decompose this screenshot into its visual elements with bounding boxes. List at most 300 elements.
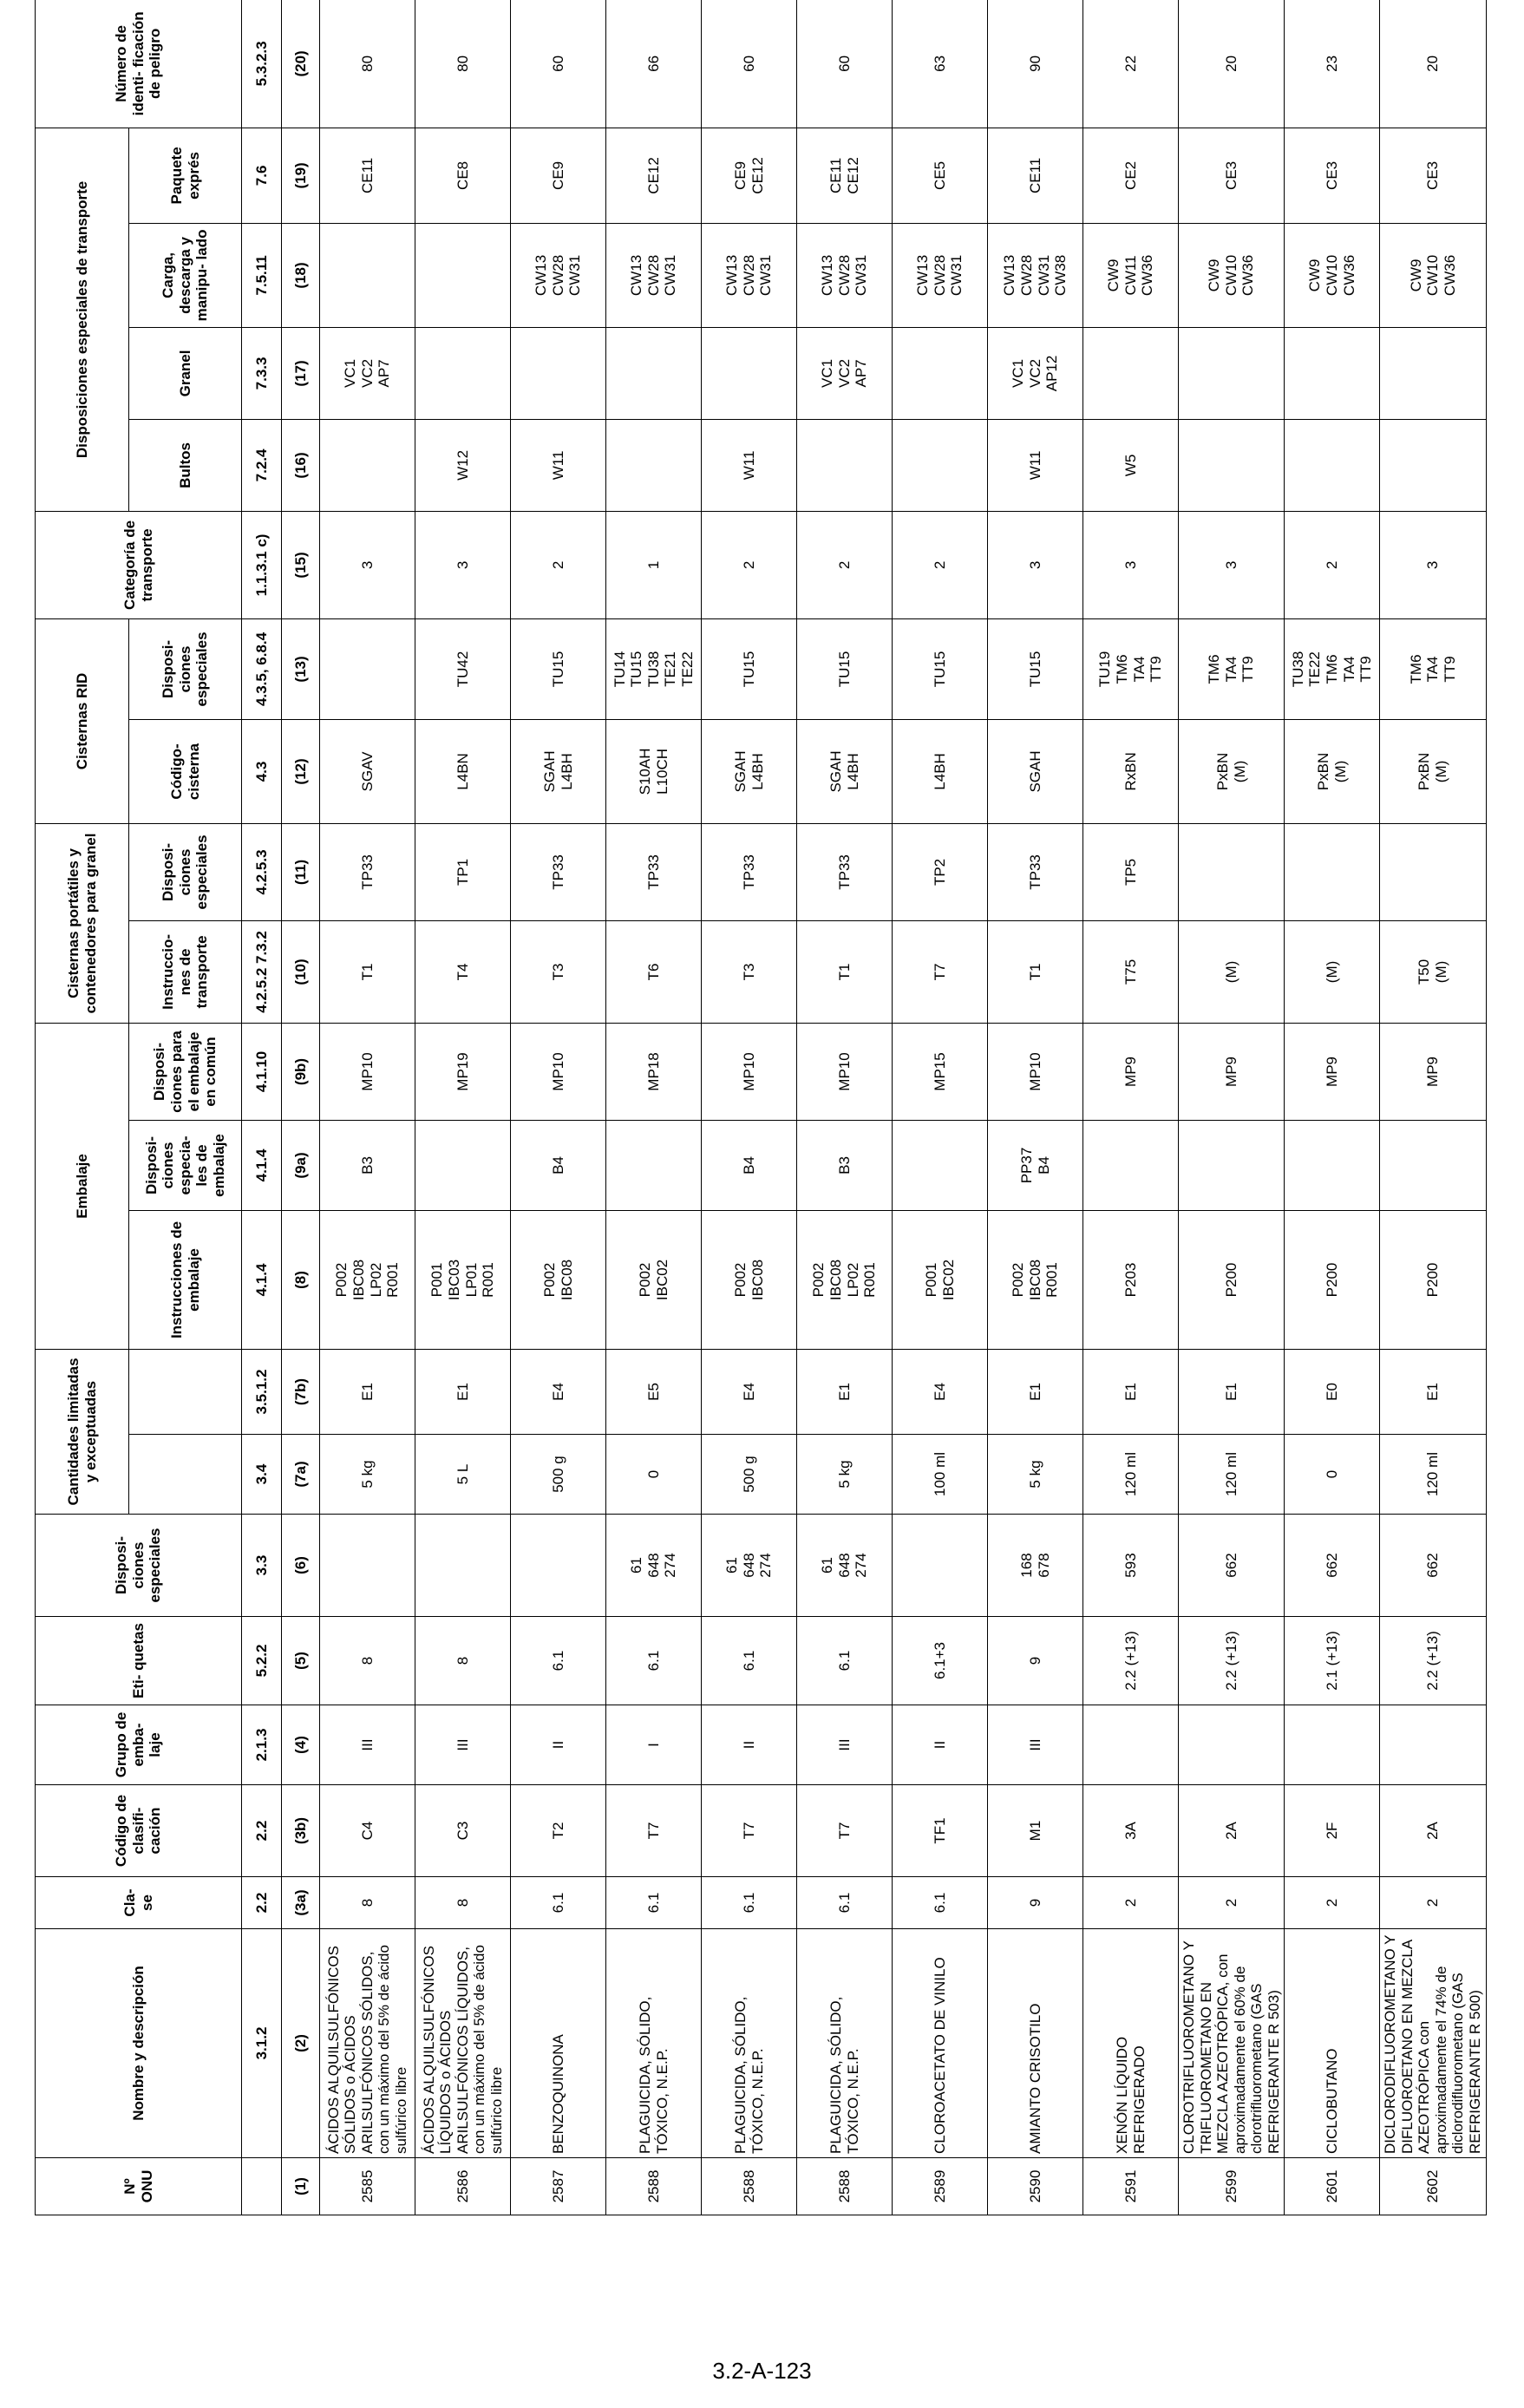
table-row-cell: 2587 xyxy=(511,2158,606,2215)
table-row-cell: CW9 CW11 CW36 xyxy=(1083,223,1179,327)
table-row-cell: T50 (M) xyxy=(1380,920,1486,1023)
table-row-cell: RxBN xyxy=(1083,719,1179,823)
table-row-cell: MP19 xyxy=(415,1023,511,1120)
table-row-cell: CW13 CW28 CW31 xyxy=(606,223,702,327)
table-row-cell: 61 648 274 xyxy=(702,1515,797,1617)
table-row-cell xyxy=(1285,1705,1380,1785)
table-row-cell: 3 xyxy=(1083,511,1179,618)
table-row-cell: E1 xyxy=(1179,1349,1285,1434)
reference-row-cell: 3.5.1.2 xyxy=(242,1349,282,1434)
table-row-cell: TU42 xyxy=(415,618,511,719)
table-row-cell: T7 xyxy=(797,1785,893,1877)
column-number-row-cell: (2) xyxy=(282,1929,320,2158)
table-row-cell: T7 xyxy=(702,1785,797,1877)
reference-row-cell: 4.2.5.3 xyxy=(242,823,282,920)
table-row-cell: CW13 CW28 CW31 CW38 xyxy=(988,223,1083,327)
table-row-cell: W11 xyxy=(988,419,1083,511)
table-row-cell xyxy=(415,1515,511,1617)
table-row-cell: E4 xyxy=(893,1349,988,1434)
table-row-cell: MP9 xyxy=(1083,1023,1179,1120)
table-row-cell: TF1 xyxy=(893,1785,988,1877)
table-row-cell: 8 xyxy=(320,1877,415,1929)
header-special-packing: Disposi- ciones especia- les de embalaje xyxy=(129,1120,242,1210)
table-row-cell xyxy=(893,327,988,419)
table-row-cell: VC1 VC2 AP12 xyxy=(988,327,1083,419)
table-row-cell: 23 xyxy=(1285,0,1380,128)
table-row-cell: CLOROTRIFLUOROMETANO Y TRIFLUOROMETANO EN MEZCLA AZEOTRÓPICA, con aproximadamente el 60% de clorotrifluorometano (GAS REFRIGERANTE R 503) xyxy=(1179,1929,1285,2158)
table-row-cell xyxy=(1083,1705,1179,1785)
table-row-cell: C4 xyxy=(320,1785,415,1877)
reference-row-cell: 3.3 xyxy=(242,1515,282,1617)
table-row-cell xyxy=(511,1515,606,1617)
table-row-cell xyxy=(702,327,797,419)
column-number-row-cell: (15) xyxy=(282,511,320,618)
table-row-cell: T4 xyxy=(415,920,511,1023)
reference-row-cell: 4.2.5.2 7.3.2 xyxy=(242,920,282,1023)
table-row-cell: 168 678 xyxy=(988,1515,1083,1617)
table-row-cell: PxBN (M) xyxy=(1179,719,1285,823)
table-row xyxy=(1380,0,1486,2215)
table-row-cell: CLOROACETATO DE VINILO xyxy=(893,1929,988,2158)
table-row-cell xyxy=(1179,1705,1285,1785)
table-row-cell: CE11 CE12 xyxy=(797,128,893,223)
table-row-cell: B4 xyxy=(702,1120,797,1210)
table-row xyxy=(1179,0,1285,2215)
table-row-cell: W11 xyxy=(702,419,797,511)
table-row-cell: TU14 TU15 TU38 TE21 TE22 xyxy=(606,618,702,719)
table-row-cell: TM6 TA4 TT9 xyxy=(1179,618,1285,719)
table-row-cell: 120 ml xyxy=(1083,1435,1179,1515)
table-row-cell: 3 xyxy=(1380,511,1486,618)
table-row-cell xyxy=(415,1120,511,1210)
table-row-cell xyxy=(606,419,702,511)
table-row-cell: E5 xyxy=(606,1349,702,1434)
table-row xyxy=(606,0,702,2215)
rotated-table-wrapper xyxy=(35,11,1484,2215)
column-number-row-cell: (16) xyxy=(282,419,320,511)
table-row-cell: 2586 xyxy=(415,2158,511,2215)
table-row-cell: 500 g xyxy=(511,1435,606,1515)
table-row-cell: B3 xyxy=(320,1120,415,1210)
table-row-cell: W11 xyxy=(511,419,606,511)
table-row-cell: T3 xyxy=(702,920,797,1023)
table-row-cell: BENZOQUINONA xyxy=(511,1929,606,2158)
table-row-cell: CE8 xyxy=(415,128,511,223)
table-row-cell: II xyxy=(511,1705,606,1785)
table-row-cell: 662 xyxy=(1285,1515,1380,1617)
header-rid-special: Disposi- ciones especiales xyxy=(129,618,242,719)
table-row-cell: 6.1 xyxy=(511,1617,606,1705)
reference-row-cell: 5.2.2 xyxy=(242,1617,282,1705)
header-rid-tanks: Cisternas RID xyxy=(36,618,129,823)
table-row-cell: MP18 xyxy=(606,1023,702,1120)
header-labels: Eti- quetas xyxy=(36,1617,242,1705)
column-number-row-cell: (9b) xyxy=(282,1023,320,1120)
table-row xyxy=(988,0,1083,2215)
table-row-cell: 22 xyxy=(1083,0,1179,128)
table-row-cell: I xyxy=(606,1705,702,1785)
table-row-cell: III xyxy=(988,1705,1083,1785)
table-row-cell: 3 xyxy=(1179,511,1285,618)
table-row xyxy=(797,0,893,2215)
table-row-cell: E1 xyxy=(1380,1349,1486,1434)
table-row-cell: 5 L xyxy=(415,1435,511,1515)
table-row-cell: 60 xyxy=(797,0,893,128)
header-packing-instructions: Instrucciones de embalaje xyxy=(129,1210,242,1349)
table-row-cell: CE11 xyxy=(320,128,415,223)
header-limited-qty: Cantidades limitadas y exceptuadas xyxy=(36,1349,129,1514)
table-row-cell: 8 xyxy=(415,1877,511,1929)
reference-row-cell: 4.3.5, 6.8.4 xyxy=(242,618,282,719)
header-loading: Carga, descarga y manipu- lado xyxy=(129,223,242,327)
table-row-cell xyxy=(320,618,415,719)
table-row-cell: 90 xyxy=(988,0,1083,128)
table-row-cell: T1 xyxy=(797,920,893,1023)
table-row-cell: AMIANTO CRISOTILO xyxy=(988,1929,1083,2158)
table-row-cell: III xyxy=(415,1705,511,1785)
table-row-cell: P002 IBC08 xyxy=(511,1210,606,1349)
table-row-cell: TM6 TA4 TT9 xyxy=(1380,618,1486,719)
table-row-cell: 100 ml xyxy=(893,1435,988,1515)
table-row-cell: 2 xyxy=(1380,1877,1486,1929)
header-hazard-id: Número de identi- ficación de peligro xyxy=(36,0,242,128)
table-row-cell: PLAGUICIDA, SÓLIDO, TÓXICO, N.E.P. xyxy=(702,1929,797,2158)
table-row-cell: CW13 CW28 CW31 xyxy=(511,223,606,327)
table-row-cell: L4BN xyxy=(415,719,511,823)
table-row-cell xyxy=(511,327,606,419)
table-row-cell: P002 IBC08 xyxy=(702,1210,797,1349)
table-row-cell: T6 xyxy=(606,920,702,1023)
table-row-cell: 662 xyxy=(1179,1515,1285,1617)
table-row-cell: PLAGUICIDA, SÓLIDO, TÓXICO, N.E.P. xyxy=(606,1929,702,2158)
table-row-cell: III xyxy=(320,1705,415,1785)
table-body xyxy=(242,0,1487,2215)
table-row-cell: 2 xyxy=(1285,1877,1380,1929)
table-row-cell xyxy=(606,1120,702,1210)
table-row-cell: L4BH xyxy=(893,719,988,823)
column-number-row-cell: (11) xyxy=(282,823,320,920)
table-row-cell: 1 xyxy=(606,511,702,618)
table-row-cell: MP9 xyxy=(1285,1023,1380,1120)
page-number: 3.2-A-123 xyxy=(712,2358,812,2384)
table-row-cell: 20 xyxy=(1179,0,1285,128)
table-row-cell: 9 xyxy=(988,1877,1083,1929)
table-row-cell: 3 xyxy=(320,511,415,618)
column-number-row-cell: (4) xyxy=(282,1705,320,1785)
header-packages: Bultos xyxy=(129,419,242,511)
table-row-cell: P001 IBC03 LP01 R001 xyxy=(415,1210,511,1349)
reference-row-cell: 3.4 xyxy=(242,1435,282,1515)
table-row-cell: ÁCIDOS ALQUILSULFÓNICOS SÓLIDOS o ÁCIDOS ARILSULFÓNICOS SÓLIDOS, con un máximo del 5% de ácido sulfúrico libre xyxy=(320,1929,415,2158)
table-row-cell: 80 xyxy=(320,0,415,128)
table-row-cell: P203 xyxy=(1083,1210,1179,1349)
table-row-cell: 2.2 (+13) xyxy=(1083,1617,1179,1705)
column-number-row-cell: (19) xyxy=(282,128,320,223)
table-row-cell: 2591 xyxy=(1083,2158,1179,2215)
table-row-cell: 63 xyxy=(893,0,988,128)
table-row-cell: E1 xyxy=(415,1349,511,1434)
table-row-cell: 66 xyxy=(606,0,702,128)
table-row-cell xyxy=(1380,419,1486,511)
table-row-cell: (M) xyxy=(1179,920,1285,1023)
table-row-cell xyxy=(1380,327,1486,419)
table-row-cell: P001 IBC02 xyxy=(893,1210,988,1349)
reference-row-cell: 2.2 xyxy=(242,1785,282,1877)
table-row-cell: (M) xyxy=(1285,920,1380,1023)
table-row-cell xyxy=(1380,823,1486,920)
table-row-cell: B3 xyxy=(797,1120,893,1210)
table-row-cell: T7 xyxy=(893,920,988,1023)
table-row-cell: T1 xyxy=(988,920,1083,1023)
table-row-cell xyxy=(1285,823,1380,920)
table-row-cell: TP33 xyxy=(511,823,606,920)
table-row xyxy=(702,0,797,2215)
table-row-cell: CICLOBUTANO xyxy=(1285,1929,1380,2158)
header-packaging: Embalaje xyxy=(36,1023,129,1349)
table-row-cell xyxy=(606,327,702,419)
header-bulk: Granel xyxy=(129,327,242,419)
header-portable-tanks: Cisternas portátiles y contenedores para granel xyxy=(36,823,129,1023)
table-row-cell: TP33 xyxy=(320,823,415,920)
table-row-cell: 2 xyxy=(1285,511,1380,618)
table-row-cell: 3A xyxy=(1083,1785,1179,1877)
table-row-cell: TU38 TE22 TM6 TA4 TT9 xyxy=(1285,618,1380,719)
table-row-cell: PLAGUICIDA, SÓLIDO, TÓXICO, N.E.P. xyxy=(797,1929,893,2158)
table-row-cell: CE11 xyxy=(988,128,1083,223)
table-row-cell: 6.1 xyxy=(797,1617,893,1705)
column-number-row-cell: (7b) xyxy=(282,1349,320,1434)
header-un-no: Nº ONU xyxy=(36,2158,242,2215)
column-number-row-cell: (9a) xyxy=(282,1120,320,1210)
table-row-cell: CE3 xyxy=(1179,128,1285,223)
reference-row-cell xyxy=(242,2158,282,2215)
table-row-cell: 2590 xyxy=(988,2158,1083,2215)
table-row-cell: P200 xyxy=(1380,1210,1486,1349)
table-row-cell xyxy=(320,223,415,327)
reference-row-cell: 3.1.2 xyxy=(242,1929,282,2158)
table-row-cell xyxy=(893,1515,988,1617)
table-row-cell: 2A xyxy=(1179,1785,1285,1877)
header-tank-special: Disposi- ciones especiales xyxy=(129,823,242,920)
table-row-cell: MP9 xyxy=(1380,1023,1486,1120)
table-row-cell: MP10 xyxy=(320,1023,415,1120)
table-row-cell: 2 xyxy=(1179,1877,1285,1929)
table-row-cell: P200 xyxy=(1285,1210,1380,1349)
table-row-cell: CW13 CW28 CW31 xyxy=(702,223,797,327)
table-row xyxy=(511,0,606,2215)
table-row xyxy=(1285,0,1380,2215)
table-row-cell: CE9 xyxy=(511,128,606,223)
table-row-cell xyxy=(1179,419,1285,511)
table-row-cell xyxy=(1083,1120,1179,1210)
table-row-cell xyxy=(893,419,988,511)
table-row-cell: T2 xyxy=(511,1785,606,1877)
table-row-cell: TP5 xyxy=(1083,823,1179,920)
table-row-cell: 2588 xyxy=(797,2158,893,2215)
table-row-cell: T1 xyxy=(320,920,415,1023)
table-row-cell: 2 xyxy=(702,511,797,618)
header-express: Paquete exprés xyxy=(129,128,242,223)
table-row-cell: TP33 xyxy=(606,823,702,920)
table-row-cell: TU15 xyxy=(988,618,1083,719)
table-row-cell: 2 xyxy=(797,511,893,618)
column-number-row-cell: (18) xyxy=(282,223,320,327)
table-row-cell: CW9 CW10 CW36 xyxy=(1285,223,1380,327)
table-row-cell: 2F xyxy=(1285,1785,1380,1877)
table-row-cell: SGAH L4BH xyxy=(702,719,797,823)
table-row-cell xyxy=(1285,1120,1380,1210)
dangerous-goods-table xyxy=(35,0,1487,2215)
table-row-cell: 2.2 (+13) xyxy=(1380,1617,1486,1705)
reference-row xyxy=(242,0,282,2215)
table-row-cell xyxy=(415,327,511,419)
table-row-cell: W12 xyxy=(415,419,511,511)
table-row-cell xyxy=(1380,1705,1486,1785)
table-row-cell: DICLORODIFLUOROMETANO Y DIFLUOROETANO EN MEZCLA AZEOTRÓPICA con aproximadamente el 74% de diclorodifluorometano (GAS REFRIGERANTE R 500) xyxy=(1380,1929,1486,2158)
table-row-cell: MP10 xyxy=(702,1023,797,1120)
table-row-cell: 2588 xyxy=(702,2158,797,2215)
table-row-cell: P200 xyxy=(1179,1210,1285,1349)
header-transport-provisions: Disposiciones especiales de transporte xyxy=(36,128,129,511)
table-row-cell: PP37 B4 xyxy=(988,1120,1083,1210)
table-row-cell: CE12 xyxy=(606,128,702,223)
table-row-cell xyxy=(1179,823,1285,920)
table-row-cell: E1 xyxy=(1083,1349,1179,1434)
table-row-cell: E1 xyxy=(320,1349,415,1434)
table-row-cell: P002 IBC02 xyxy=(606,1210,702,1349)
table-row-cell xyxy=(797,419,893,511)
table-row-cell: 5 kg xyxy=(320,1435,415,1515)
table-row-cell: W5 xyxy=(1083,419,1179,511)
table-row-cell: 2 xyxy=(893,511,988,618)
table-row-cell: P002 IBC08 R001 xyxy=(988,1210,1083,1349)
reference-row-cell: 2.2 xyxy=(242,1877,282,1929)
table-row-cell: 0 xyxy=(1285,1435,1380,1515)
table-row-cell: P002 IBC08 LP02 R001 xyxy=(797,1210,893,1349)
table-row-cell: 6.1 xyxy=(893,1877,988,1929)
table-row-cell: MP10 xyxy=(988,1023,1083,1120)
table-row-cell: 5 kg xyxy=(988,1435,1083,1515)
column-number-row-cell: (6) xyxy=(282,1515,320,1617)
reference-row-cell: 4.3 xyxy=(242,719,282,823)
table-row-cell: E4 xyxy=(511,1349,606,1434)
column-number-row-cell: (5) xyxy=(282,1617,320,1705)
column-number-row-cell: (1) xyxy=(282,2158,320,2215)
table-row-cell: CE3 xyxy=(1285,128,1380,223)
reference-row-cell: 7.3.3 xyxy=(242,327,282,419)
table-row-cell: 2589 xyxy=(893,2158,988,2215)
reference-row-cell: 1.1.3.1 c) xyxy=(242,511,282,618)
column-number-row-cell: (13) xyxy=(282,618,320,719)
table-row-cell: 120 ml xyxy=(1179,1435,1285,1515)
column-number-row-cell: (10) xyxy=(282,920,320,1023)
column-number-row-cell: (12) xyxy=(282,719,320,823)
table-row xyxy=(415,0,511,2215)
table-row-cell: C3 xyxy=(415,1785,511,1877)
table-row-cell: SGAH L4BH xyxy=(797,719,893,823)
table-row-cell: 2A xyxy=(1380,1785,1486,1877)
column-number-row-cell: (3b) xyxy=(282,1785,320,1877)
table-row-cell: 662 xyxy=(1380,1515,1486,1617)
table-row-cell: 8 xyxy=(320,1617,415,1705)
table-row-cell: 120 ml xyxy=(1380,1435,1486,1515)
table-row-cell xyxy=(320,419,415,511)
table-row xyxy=(893,0,988,2215)
header-tank-code: Código- cisterna xyxy=(129,719,242,823)
table-row-cell: CW13 CW28 CW31 xyxy=(797,223,893,327)
table-row-cell: TU15 xyxy=(893,618,988,719)
column-number-row-cell: (3a) xyxy=(282,1877,320,1929)
table-row-cell: III xyxy=(797,1705,893,1785)
table-row-cell: ÁCIDOS ALQUILSULFÓNICOS LÍQUIDOS o ÁCIDOS ARILSULFÓNICOS LÍQUIDOS, con un máximo del 5% de ácido sulfúrico libre xyxy=(415,1929,511,2158)
column-number-row-cell: (20) xyxy=(282,0,320,128)
column-number-row xyxy=(282,0,320,2215)
table-row-cell: T3 xyxy=(511,920,606,1023)
table-row-cell: PxBN (M) xyxy=(1285,719,1380,823)
table-row-cell xyxy=(320,1515,415,1617)
table-row-cell: 80 xyxy=(415,0,511,128)
table-row-cell: SGAV xyxy=(320,719,415,823)
table-row-cell xyxy=(1083,327,1179,419)
table-row-cell: CW9 CW10 CW36 xyxy=(1179,223,1285,327)
table-row-cell: 3 xyxy=(415,511,511,618)
table-row-cell: 20 xyxy=(1380,0,1486,128)
reference-row-cell: 7.2.4 xyxy=(242,419,282,511)
table-row-cell: SGAH L4BH xyxy=(511,719,606,823)
column-number-row-cell: (7a) xyxy=(282,1435,320,1515)
table-row-cell: CE5 xyxy=(893,128,988,223)
table-row-cell: TP1 xyxy=(415,823,511,920)
header-mixed-packing: Disposi- ciones para el embalaje en común xyxy=(129,1023,242,1120)
table-row-cell: II xyxy=(702,1705,797,1785)
table-row-cell: 6.1+3 xyxy=(893,1617,988,1705)
table-row-cell xyxy=(893,1120,988,1210)
table-row-cell: 2585 xyxy=(320,2158,415,2215)
table-row-cell: T7 xyxy=(606,1785,702,1877)
table-row-cell: 60 xyxy=(702,0,797,128)
table-row-cell: 60 xyxy=(511,0,606,128)
table-row-cell: 6.1 xyxy=(702,1617,797,1705)
table-row-cell xyxy=(1285,419,1380,511)
table-row-cell xyxy=(1380,1120,1486,1210)
table-row xyxy=(1083,0,1179,2215)
table-row-cell: 61 648 274 xyxy=(797,1515,893,1617)
table-row-cell: 2 xyxy=(1083,1877,1179,1929)
table-row-cell: TP2 xyxy=(893,823,988,920)
table-row-cell: M1 xyxy=(988,1785,1083,1877)
table-row-cell: E1 xyxy=(797,1349,893,1434)
header-special-provisions: Disposi- ciones especiales xyxy=(36,1515,242,1617)
reference-row-cell: 5.3.2.3 xyxy=(242,0,282,128)
table-row-cell: 2.2 (+13) xyxy=(1179,1617,1285,1705)
table-row-cell: TU19 TM6 TA4 TT9 xyxy=(1083,618,1179,719)
column-number-row-cell: (8) xyxy=(282,1210,320,1349)
table-row-cell: 2599 xyxy=(1179,2158,1285,2215)
table-row-cell: CE3 xyxy=(1380,128,1486,223)
table-row-cell: 2 xyxy=(511,511,606,618)
reference-row-cell: 2.1.3 xyxy=(242,1705,282,1785)
table-row-cell: TU15 xyxy=(511,618,606,719)
header-class: Cla- se xyxy=(36,1877,242,1929)
table-row-cell: E1 xyxy=(988,1349,1083,1434)
table-row-cell xyxy=(1179,327,1285,419)
table-row-cell: MP15 xyxy=(893,1023,988,1120)
table-row-cell: VC1 VC2 AP7 xyxy=(797,327,893,419)
table-row-cell: 6.1 xyxy=(511,1877,606,1929)
table-row-cell: P002 IBC08 LP02 R001 xyxy=(320,1210,415,1349)
header-packing-group: Grupo de emba- laje xyxy=(36,1705,242,1785)
table-row-cell: 8 xyxy=(415,1617,511,1705)
